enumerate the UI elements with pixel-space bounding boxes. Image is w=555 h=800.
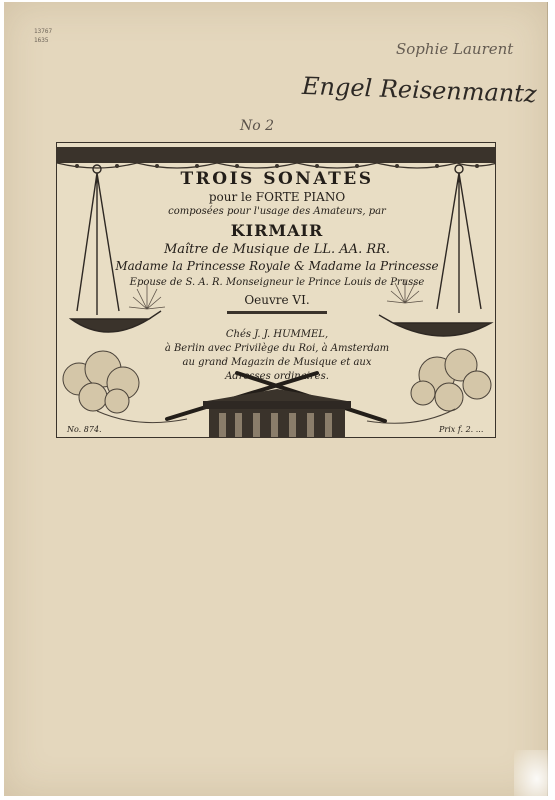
publisher-name: Chés J. J. HUMMEL, — [225, 329, 329, 340]
handwritten-number: No 2 — [240, 118, 275, 134]
title: TROIS SONATES — [180, 169, 374, 189]
composer-name: KIRMAIR — [230, 221, 324, 240]
publisher-magazin: au grand Magazin de Musique et aux — [182, 357, 372, 368]
dedication-line-2: Epouse de S. A. R. Monseigneur le Prince Louis de Prusse — [129, 277, 425, 288]
engraved-title-plate — [56, 142, 496, 438]
composer-position: Maître de Musique de LL. AA. RR. — [163, 242, 391, 257]
subtitle-amateurs: composées pour l'usage des Amateurs, par — [168, 206, 386, 217]
corner-mark: 1635 — [34, 37, 49, 44]
price: Prix f. 2. ... — [439, 425, 484, 434]
drapery-band — [57, 147, 496, 163]
temple-altar — [203, 389, 351, 438]
handwritten-signature: Engel Reisenmantz — [301, 71, 538, 109]
paper-wear-mark — [514, 750, 552, 798]
corner-pencil-marks — [34, 27, 52, 45]
opus-number: Oeuvre VI. — [244, 293, 310, 307]
subtitle-instrument: pour le FORTE PIANO — [208, 190, 346, 204]
plate-number: No. 874. — [67, 425, 102, 434]
owner-signature: Sophie Laurent — [396, 40, 514, 58]
title-rule — [227, 311, 327, 314]
dedication-line: Madame la Princesse Royale & Madame la Princesse — [115, 259, 439, 273]
corner-mark: 13767 — [34, 28, 53, 35]
publisher-location: à Berlin avec Privilège du Roi, à Amsterdam — [164, 343, 390, 354]
publisher-addresses: Adresses ordinaires. — [225, 371, 329, 382]
